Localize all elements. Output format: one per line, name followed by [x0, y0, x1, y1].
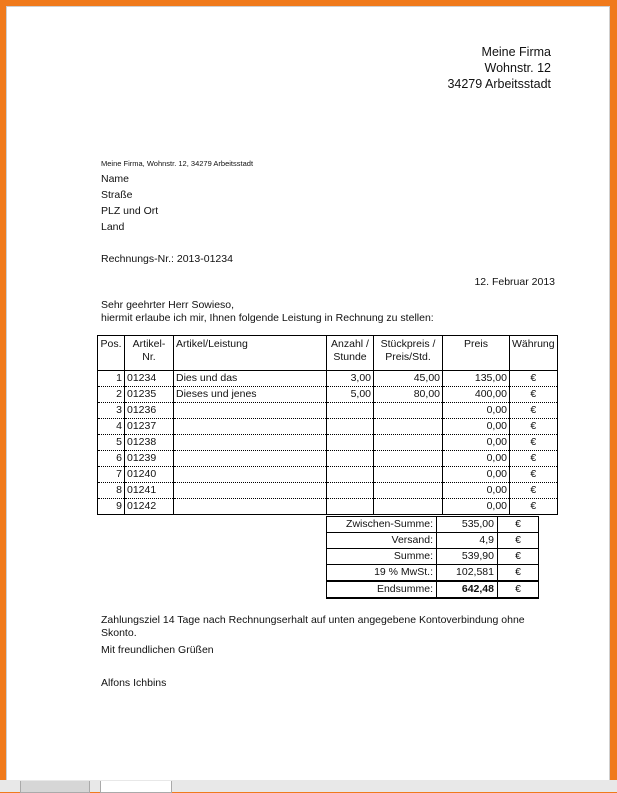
cell-article	[174, 419, 327, 435]
cell-pos: 5	[98, 435, 125, 451]
cell-price: 0,00	[443, 467, 510, 483]
cell-quantity: 5,00	[327, 387, 374, 403]
header-quantity: Anzahl / Stunde	[327, 336, 374, 371]
cell-quantity	[327, 419, 374, 435]
cell-article	[174, 499, 327, 515]
cell-unit-price	[374, 403, 443, 419]
cell-pos: 1	[98, 371, 125, 387]
cell-article-no: 01236	[125, 403, 174, 419]
header-pos: Pos.	[98, 336, 125, 371]
greeting: Sehr geehrter Herr Sowieso,	[101, 299, 235, 311]
totals-currency: €	[498, 581, 539, 598]
totals-value: 539,90	[437, 549, 498, 565]
header-article: Artikel/Leistung	[174, 336, 327, 371]
cell-currency: €	[510, 499, 558, 515]
totals-currency: €	[498, 533, 539, 549]
totals-currency: €	[498, 549, 539, 565]
sender-company: Meine Firma	[481, 45, 551, 59]
cell-article	[174, 435, 327, 451]
cell-price: 0,00	[443, 403, 510, 419]
invoice-date: 12. Februar 2013	[474, 276, 555, 288]
cell-quantity	[327, 403, 374, 419]
cell-price: 400,00	[443, 387, 510, 403]
cell-quantity	[327, 499, 374, 515]
sheet-tab-1[interactable]	[20, 781, 90, 793]
totals-row-sum	[327, 549, 539, 565]
table-row	[98, 371, 558, 387]
cell-quantity	[327, 467, 374, 483]
cell-pos: 9	[98, 499, 125, 515]
table-header-row	[98, 336, 558, 371]
totals-label: Endsumme:	[327, 581, 437, 598]
totals-label: Zwischen-Summe:	[327, 517, 437, 533]
cell-article-no: 01242	[125, 499, 174, 515]
cell-price: 0,00	[443, 419, 510, 435]
cell-article-no: 01240	[125, 467, 174, 483]
cell-quantity: 3,00	[327, 371, 374, 387]
cell-pos: 4	[98, 419, 125, 435]
cell-pos: 2	[98, 387, 125, 403]
cell-currency: €	[510, 435, 558, 451]
cell-unit-price	[374, 499, 443, 515]
cell-quantity	[327, 451, 374, 467]
cell-price: 0,00	[443, 435, 510, 451]
cell-unit-price	[374, 419, 443, 435]
totals-value: 102,581	[437, 565, 498, 582]
cell-currency: €	[510, 387, 558, 403]
signature: Alfons Ichbins	[101, 677, 167, 689]
cell-currency: €	[510, 371, 558, 387]
cell-quantity	[327, 435, 374, 451]
cell-currency: €	[510, 467, 558, 483]
table-row	[98, 419, 558, 435]
cell-article	[174, 403, 327, 419]
recipient-city: PLZ und Ort	[101, 205, 159, 217]
cell-quantity	[327, 483, 374, 499]
cell-article	[174, 451, 327, 467]
totals-row-shipping	[327, 533, 539, 549]
header-unit-price: Stückpreis / Preis/Std.	[374, 336, 443, 371]
totals-row-final	[327, 581, 539, 598]
cell-pos: 8	[98, 483, 125, 499]
payment-terms-line1: Zahlungsziel 14 Tage nach Rechnungserhalt auf unten angegebene Kontoverbindung ohne	[101, 614, 525, 626]
cell-article-no: 01237	[125, 419, 174, 435]
closing: Mit freundlichen Grüßen	[101, 644, 214, 656]
cell-article: Dieses und jenes	[174, 387, 327, 403]
sender-street: Wohnstr. 12	[484, 61, 551, 75]
totals-label: Summe:	[327, 549, 437, 565]
cell-article	[174, 467, 327, 483]
cell-article	[174, 483, 327, 499]
totals-currency: €	[498, 517, 539, 533]
totals-value: 642,48	[437, 581, 498, 598]
cell-currency: €	[510, 451, 558, 467]
cell-currency: €	[510, 403, 558, 419]
cell-pos: 6	[98, 451, 125, 467]
cell-unit-price: 45,00	[374, 371, 443, 387]
totals-row-vat	[327, 565, 539, 582]
sheet-tab-2[interactable]	[100, 781, 172, 793]
table-row	[98, 499, 558, 515]
cell-article-no: 01239	[125, 451, 174, 467]
intro-text: hiermit erlaube ich mir, Ihnen folgende Leistung in Rechnung zu stellen:	[101, 312, 434, 324]
cell-unit-price: 80,00	[374, 387, 443, 403]
payment-terms-line2: Skonto.	[101, 627, 137, 639]
header-currency: Währung	[510, 336, 558, 371]
invoice-table	[97, 335, 558, 515]
return-address-line: Meine Firma, Wohnstr. 12, 34279 Arbeitsstadt	[101, 159, 254, 168]
cell-article-no: 01234	[125, 371, 174, 387]
totals-currency: €	[498, 565, 539, 582]
cell-pos: 3	[98, 403, 125, 419]
cell-unit-price	[374, 483, 443, 499]
cell-unit-price	[374, 467, 443, 483]
table-row	[98, 435, 558, 451]
table-row	[98, 467, 558, 483]
header-article-no: Artikel- Nr.	[125, 336, 174, 371]
cell-article-no: 01238	[125, 435, 174, 451]
sheet-tab-bar	[0, 780, 617, 792]
totals-table	[326, 516, 539, 599]
sender-city: 34279 Arbeitsstadt	[447, 77, 551, 91]
header-price: Preis	[443, 336, 510, 371]
table-row	[98, 451, 558, 467]
table-row	[98, 483, 558, 499]
cell-article-no: 01235	[125, 387, 174, 403]
cell-currency: €	[510, 419, 558, 435]
cell-price: 135,00	[443, 371, 510, 387]
totals-value: 535,00	[437, 517, 498, 533]
totals-value: 4,9	[437, 533, 498, 549]
totals-label: 19 % MwSt.:	[327, 565, 437, 582]
invoice-number: Rechnungs-Nr.: 2013-01234	[101, 253, 233, 265]
totals-row-subtotal	[327, 517, 539, 533]
cell-price: 0,00	[443, 451, 510, 467]
cell-price: 0,00	[443, 499, 510, 515]
cell-article-no: 01241	[125, 483, 174, 499]
table-row	[98, 403, 558, 419]
totals-label: Versand:	[327, 533, 437, 549]
recipient-country: Land	[101, 221, 125, 233]
cell-price: 0,00	[443, 483, 510, 499]
cell-pos: 7	[98, 467, 125, 483]
cell-unit-price	[374, 451, 443, 467]
cell-unit-price	[374, 435, 443, 451]
cell-currency: €	[510, 483, 558, 499]
recipient-name: Name	[101, 173, 130, 185]
table-row	[98, 387, 558, 403]
recipient-street: Straße	[101, 189, 133, 201]
cell-article: Dies und das	[174, 371, 327, 387]
